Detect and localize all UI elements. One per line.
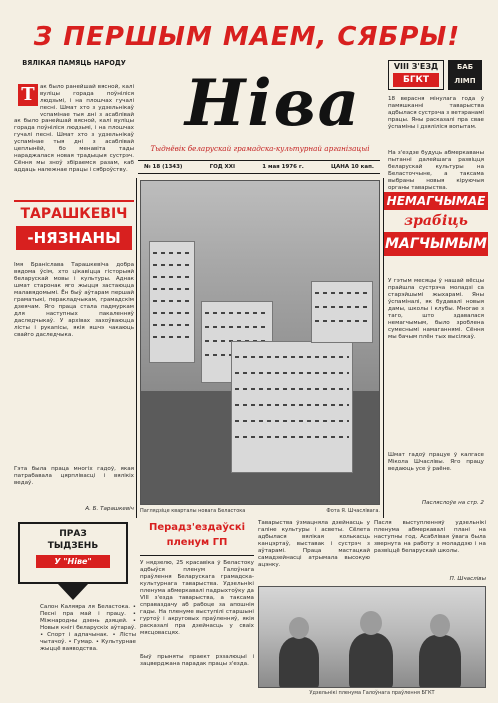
signature-left: А. Б. Тарашкевіч (85, 506, 134, 512)
congress-line1: VIII З'ЕЗД (393, 62, 439, 71)
week-line3: У "Ніве" (36, 555, 110, 568)
right-top-text-2: На з'ездзе будуць абмеркаваны пытанні далейшага развіцця беларускай культуры на Беласточчыне, а таксама выбраны новыя кіруючыя органы таварыства. (388, 150, 484, 190)
tarashkevich-line1: ТАРАШКЕВІЧ (20, 206, 128, 222)
nemagchymae-line1: НЕМАГЧЫМАЕ (384, 192, 488, 210)
issue-number: № 18 (1343) (144, 164, 183, 170)
masthead-subtitle: Тыднёвік беларускай грамадска-культурнай арганізацыі (150, 144, 370, 153)
middle-text: У нядзелю, 25 красавіка ў Беластоку адбыўся пленум Галоўнага праўлення Беларускага грамадска-культурнага таварыства. Удзельнікі пленума абмеркавалі падрыхтоўку да VIII з'езда таварыства, а таксама справаздачу аб рабоце за апошнія гады. На пленуме выступілі старшыні гуртоў і акруговых праўленняў, якія расказалі пра дзейнасць у сваіх мясцовасцях. (140, 560, 254, 636)
left-bottom-text: Гэта была праца многіх гадоў, якая патрабавала цярплівасці і вялікіх ведаў. (14, 466, 134, 486)
right-lower-col2: Пасля выступленняў удзельнікі пленума абмеркавалі плані на наступны год. Асаблівая ўвага была звернута на работу з моладдзю і на развіццё беларускай школы. (374, 520, 486, 554)
main-photo-buildings (140, 180, 380, 505)
left-top-text-2: ак было ранейшай вясной, калі вуліцы горада поўніліся людзьмі, і на плошчах гучалі песні. Шмат хто з удзельнікаў успамінае тыя дні з асаблівай цеплынёй, бо менавіта тады нараджалася новая традыцыя сустрэч. Сёння мы зноў збіраемся разам, каб аддаць належнае працы і сяброўству. (14, 118, 134, 173)
tarashkevich-header (14, 200, 134, 256)
masthead-title: Ніва (184, 66, 362, 141)
issue-date: 1 мая 1976 г. (262, 164, 304, 170)
drop-cap: Т (18, 84, 38, 106)
signature-right: П. Шчаслівы (449, 576, 486, 582)
right-bottom-text: Шмат гадоў працуе ў калгасе Мікола Шчаслівы. Яго працу ведаюць усе ў раёне. (388, 452, 484, 472)
corner-line1: БАБ (456, 63, 474, 71)
left-top-heading: ВЯЛІКАЯ ПАМЯЦЬ НАРОДУ (22, 59, 126, 67)
small-photo-people (258, 586, 486, 688)
nemagchymae-line2: зрабіць (404, 213, 468, 229)
middle-heading (140, 520, 254, 556)
middle-heading-line2: пленум ГП (166, 537, 228, 548)
nemagchymae-heading (384, 192, 488, 272)
issue-year: ГОД XXI (209, 164, 236, 170)
right-bottom-sign: Пасляслоўе на стр. 2 (421, 500, 484, 506)
down-arrow-icon (58, 584, 88, 600)
tarashkevich-line2: -НЯЗНАНЫ (16, 226, 132, 250)
issue-price: ЦАНА 10 кап. (330, 164, 374, 170)
main-photo-caption: Паглядзіце кварталы новага Беластока (140, 508, 246, 514)
nemagchymae-line3: МАГЧЫМЫМ (384, 232, 488, 256)
right-lower-col1: Таварыства ўзмацняла дзейнасць у галіне культуры і асветы. Сёлета адбылася вялікая колькасць канцэртаў, выставак і сустрэч з аўтарамі. Праца мастацкай самадзейнасці атрымала высокую ацэнку. (258, 520, 370, 568)
small-photo-caption: Удзельнікі пленума Галоўнага праўлення БГКТ (309, 690, 435, 696)
congress-line2: БГКТ (393, 73, 439, 87)
main-photo-credit: Фота Я. Шчаслівага. (326, 508, 380, 514)
week-line2: ТЫДЗЕНЬ (47, 541, 99, 551)
congress-box (388, 60, 444, 90)
corner-line2: ЛІМП (454, 77, 476, 85)
left-top-text-1: ак было ранейшай вясной, калі вуліцы горада поўніліся людзьмі, і на плошчах гучалі песні. Шмат хто з удзельнікаў успамінае тыя дні з асаблівай (40, 84, 134, 116)
middle-text-2: Быў прыняты праект рэзалюцыі і зацверджана парадак працы з'езда. (140, 654, 254, 667)
right-top-text: 18 верасня мінулага года ў памяшканні таварыства адбылася сустрэча з ветэранамі працы. Яны расказалі пра свае ўспаміны і дзяліліся вопытам. (388, 96, 484, 130)
issue-info-bar (138, 160, 380, 174)
week-text: Салон Каляяра ля Беластока. • Песні пра май і працу. • Міжнародны дзень дзяцей. • Новыя кнігі беларускіх аўтараў. • Спорт і адпачынак. • Лісты чытачоў. • Гумар. • Культурнае жыццё ваяводства. (40, 604, 136, 652)
week-box (18, 522, 128, 584)
week-line1: ПРАЗ (59, 529, 87, 539)
right-mid-text: У гэтым месяцы ў нашай вёсцы прайшла сустрэча моладзі са старэйшымі жыхарамі. Яны ўспаміналі, як будавалі новыя дамы, школы і клубы. Многае з таго, што здавалася немагчымым, было зроблена сумеснымі намаганнямі. Сёння мы бачым плён тых высілкаў. (388, 278, 484, 340)
banner-headline: З ПЕРШЫМ МАЕМ, СЯБРЫ! (33, 22, 461, 52)
corner-logo (448, 60, 482, 90)
middle-heading-line1: Перадз'ездаўскі (148, 522, 246, 533)
left-mid-text: Імя Браніслава Тарашкевіча добра вядома ўсім, хто цікавіцца гісторыяй беларускай мовы і культуры. Аднак шмат старонак яго жыцця застаюцца малавядомымі. Ён быў аўтарам першай граматыкі, перакладчыкам, грамадскім дзеячам. Яго праца стала падмуркам для наступных пакаленняў даследчыкаў. У архівах захоўваюцца лісты і рукапісы, якія яшчэ чакаюць свайго даследчыка. (14, 262, 134, 338)
